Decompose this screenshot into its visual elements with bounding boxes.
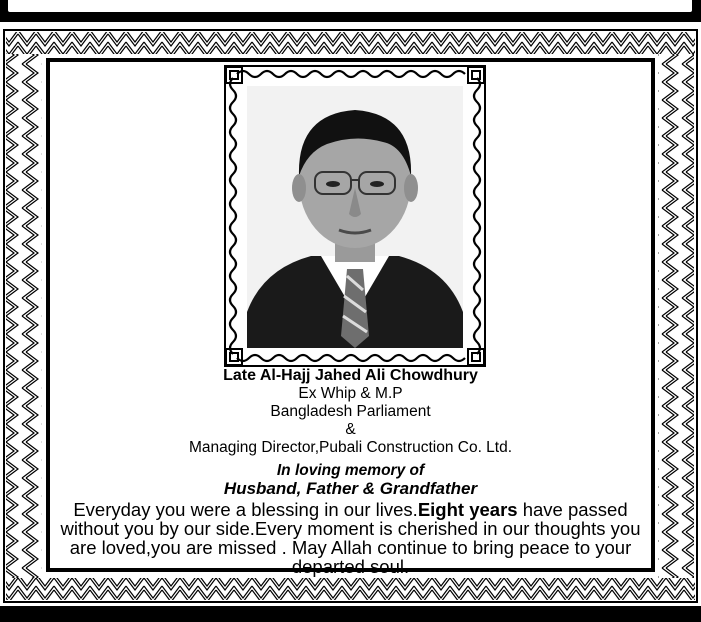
title-managing-director: Managing Director,Pubali Construction Co. Ltd. [188,439,513,456]
deceased-name: Late Al-Hajj Jahed Ali Chowdhury [223,367,478,384]
memorial-advertisement [0,28,701,606]
title-ampersand: & [345,421,356,438]
bottom-page-strip [0,606,701,622]
title-ex-whip: Ex Whip & M.P [298,385,403,402]
memorial-panel [46,58,655,577]
relations-heading: Husband, Father & Grandfather [223,479,478,498]
top-page-strip-inner [8,0,692,12]
memorial-message [50,500,651,576]
message-bold-years: Eight years [417,499,518,520]
memory-heading: In loving memory of [276,462,425,479]
message-part-2: have passed without you by our side.Every moment is cherished in our thoughts you are loved,you are missed . May Allah continue to bring peace to your departed soul. [60,499,641,577]
message-part-1: Everyday you were a blessing in our lives. [73,499,418,520]
title-parliament: Bangladesh Parliament [270,403,431,420]
portrait-svg [223,64,487,368]
memorial-text [50,367,651,576]
portrait-photo [223,64,487,368]
top-page-strip [0,0,701,22]
